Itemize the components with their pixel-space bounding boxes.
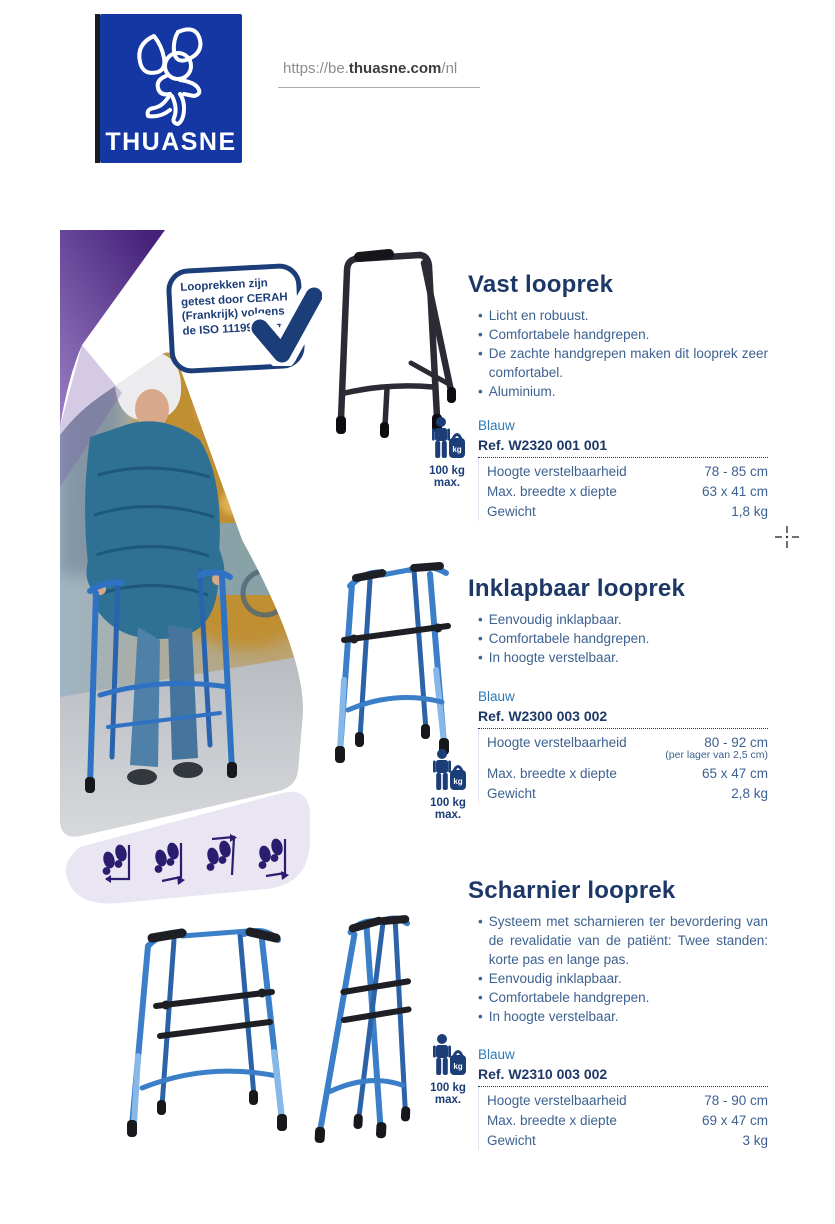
feature-item: Systeem met scharnieren ter bevordering van de revalidatie van de patiënt: Twee standen: korte pas en lange pas. <box>488 914 768 967</box>
max-weight-label: max. <box>434 809 462 821</box>
feature-item: Licht en robuust. <box>488 308 589 323</box>
spec-value: 2,8 kg <box>731 785 768 801</box>
feature-list <box>478 912 768 1026</box>
spec-value: 78 - 85 cm <box>704 463 768 479</box>
color-variant-label: Blauw <box>478 689 515 704</box>
spec-label: Max. breedte x diepte <box>487 483 617 499</box>
spec-table <box>478 1087 768 1150</box>
url-suffix: /nl <box>441 60 458 77</box>
product-title: Inklapbaar looprek <box>468 575 685 602</box>
product-image-vast-looprek <box>325 241 457 446</box>
spec-value: 78 - 90 cm <box>704 1092 768 1108</box>
spec-note: (per lager van 2,5 cm) <box>665 748 768 761</box>
badge-line: (Frankrijk) volgens <box>181 305 285 323</box>
bullet-icon: • <box>478 914 483 929</box>
spec-label: Gewicht <box>487 1132 536 1148</box>
product-image-scharnier-looprek-open <box>112 896 312 1144</box>
bullet-icon: • <box>478 612 483 627</box>
section-inklapbaar-looprek <box>468 575 768 803</box>
spec-row <box>487 461 768 481</box>
max-weight-100kg-icon <box>420 749 476 821</box>
badge-line: de ISO 11199 norm <box>182 319 286 338</box>
feature-item: Comfortabele handgrepen. <box>488 327 650 342</box>
bullet-icon: • <box>478 631 483 646</box>
kg-unit-label: kg <box>452 445 462 454</box>
thuasne-angel-logo-icon <box>116 22 226 126</box>
url-domain: thuasne.com <box>348 60 442 77</box>
spec-label: Gewicht <box>487 785 536 801</box>
max-weight-value: 100 kg <box>430 1082 466 1094</box>
max-weight-value: 100 kg <box>430 797 466 809</box>
spec-row <box>487 1110 768 1130</box>
feature-item: De zachte handgrepen maken dit looprek zeer comfortabel. <box>488 346 768 380</box>
feature-item: Comfortabele handgrepen. <box>488 990 650 1005</box>
person-with-weight-icon <box>429 749 467 791</box>
spec-label: Hoogte verstelbaarheid <box>487 463 627 479</box>
feature-list <box>478 610 768 667</box>
spec-value: 3 kg <box>742 1132 768 1148</box>
bullet-icon: • <box>478 990 483 1005</box>
spec-value: 65 x 47 cm <box>701 765 768 781</box>
spec-value: 69 x 47 cm <box>701 1112 768 1128</box>
bullet-icon: • <box>478 384 483 399</box>
section-scharnier-looprek <box>468 877 768 1150</box>
url-underline <box>278 87 480 88</box>
checkmark-icon <box>250 284 322 366</box>
reference-number: Ref. W2300 003 002 <box>478 708 768 729</box>
spec-row <box>487 1130 768 1150</box>
badge-line: getest door CERAH <box>180 290 288 309</box>
spec-row <box>487 783 768 803</box>
spec-row <box>487 481 768 501</box>
color-variant-label: Blauw <box>478 418 515 433</box>
product-title: Scharnier looprek <box>468 877 676 904</box>
spec-value: 63 x 41 cm <box>701 483 768 499</box>
spec-label: Max. breedte x diepte <box>487 1112 617 1128</box>
spec-label: Hoogte verstelbaarheid <box>487 734 627 750</box>
spec-label: Hoogte verstelbaarheid <box>487 1092 627 1108</box>
bullet-icon: • <box>478 1009 483 1024</box>
badge-line: Looprekken zijn <box>180 277 269 294</box>
feature-item: In hoogte verstelbaar. <box>488 1009 619 1024</box>
website-url[interactable] <box>283 60 457 77</box>
bullet-icon: • <box>478 650 483 665</box>
spec-value: 1,8 kg <box>731 503 768 519</box>
color-variant-label: Blauw <box>478 1047 515 1062</box>
spec-table <box>478 458 768 521</box>
registration-crosshair-mark <box>775 525 799 549</box>
bullet-icon: • <box>478 346 483 361</box>
person-with-weight-icon <box>429 1034 467 1076</box>
cerah-certification-badge <box>168 258 328 378</box>
thuasne-logo <box>100 14 242 163</box>
product-title: Vast looprek <box>468 271 614 298</box>
spec-label: Max. breedte x diepte <box>487 765 617 781</box>
person-with-weight-icon <box>428 417 466 459</box>
spec-row <box>487 732 768 763</box>
feature-list <box>478 306 768 401</box>
spec-table <box>478 729 768 803</box>
section-vast-looprek <box>468 271 768 521</box>
kg-unit-label: kg <box>453 1062 463 1071</box>
feature-item: Aluminium. <box>488 384 556 399</box>
url-prefix: https://be. <box>283 60 349 77</box>
reference-number: Ref. W2310 003 002 <box>478 1066 768 1087</box>
spec-row <box>487 501 768 521</box>
max-weight-label: max. <box>434 1094 462 1106</box>
kg-unit-label: kg <box>453 777 463 786</box>
max-weight-value: 100 kg <box>429 465 465 477</box>
feature-item: In hoogte verstelbaar. <box>488 650 619 665</box>
spec-value: 80 - 92 cm <box>704 734 768 750</box>
feature-item: Eenvoudig inklapbaar. <box>488 971 622 986</box>
spec-label: Gewicht <box>487 503 536 519</box>
max-weight-100kg-icon <box>420 1034 476 1106</box>
product-image-inklapbaar-looprek <box>310 540 462 768</box>
max-weight-100kg-icon <box>419 417 475 489</box>
product-image-scharnier-looprek-folded <box>291 890 432 1148</box>
feature-item: Comfortabele handgrepen. <box>488 631 650 646</box>
bullet-icon: • <box>478 327 483 342</box>
bullet-icon: • <box>478 971 483 986</box>
max-weight-label: max. <box>433 477 461 489</box>
spec-row <box>487 763 768 783</box>
spec-row <box>487 1090 768 1110</box>
bullet-icon: • <box>478 308 483 323</box>
reference-number: Ref. W2320 001 001 <box>478 437 768 458</box>
logo-wordmark: THUASNE <box>105 128 237 156</box>
feature-item: Eenvoudig inklapbaar. <box>488 612 622 627</box>
